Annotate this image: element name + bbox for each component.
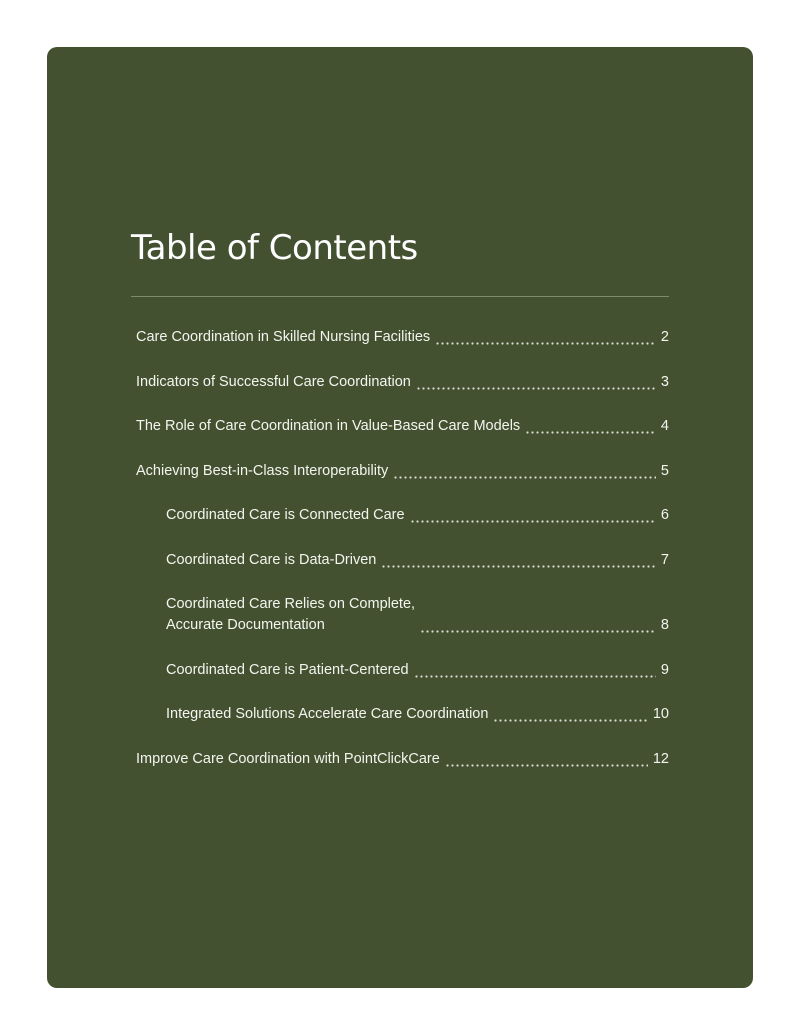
toc-subentry[interactable] xyxy=(136,505,669,526)
toc-entry-title: Coordinated Care is Patient-Centered xyxy=(166,661,409,678)
toc-entry-title: Improve Care Coordination with PointClickCare xyxy=(136,750,440,767)
toc-entry-title: Coordinated Care is Connected Care xyxy=(166,507,405,523)
toc-page-number: 6 xyxy=(660,507,669,523)
toc-entry-title: The Role of Care Coordination in Value-Based Care Models xyxy=(136,418,521,434)
dot-leader xyxy=(525,416,656,437)
toc-page-number: 8 xyxy=(660,617,669,633)
toc-page-number: 10 xyxy=(652,706,669,722)
title-divider xyxy=(131,296,669,297)
toc-subentry[interactable] xyxy=(136,704,669,725)
page-title: Table of Contents xyxy=(131,228,418,268)
toc-entry-title: Care Coordination in Skilled Nursing Facilities xyxy=(136,329,431,345)
dot-leader xyxy=(420,615,656,636)
toc-subentry[interactable] xyxy=(136,594,669,636)
dot-leader xyxy=(416,372,656,393)
dot-leader xyxy=(414,660,656,681)
toc-subentry[interactable] xyxy=(136,660,669,681)
dot-leader xyxy=(493,704,647,725)
toc-entry-title: Indicators of Successful Care Coordination xyxy=(136,373,411,390)
dot-leader xyxy=(381,550,656,571)
toc-entry-title: Achieving Best-in-Class Interoperability xyxy=(136,462,389,479)
toc-entry[interactable] xyxy=(136,461,669,482)
dot-leader xyxy=(445,749,648,770)
toc-entry[interactable] xyxy=(136,372,669,393)
toc-subentry[interactable] xyxy=(136,550,669,571)
toc-page-number: 7 xyxy=(660,551,669,568)
toc-entry[interactable] xyxy=(136,327,669,348)
toc-page-number: 4 xyxy=(660,418,669,434)
toc-page-number: 12 xyxy=(652,750,669,767)
toc-entry-title: Integrated Solutions Accelerate Care Coordination xyxy=(166,706,489,722)
dot-leader xyxy=(435,327,656,348)
toc-page-number: 3 xyxy=(660,373,669,390)
toc-panel xyxy=(47,47,753,988)
toc-entry-title: Coordinated Care Relies on Complete, Accurate Documentation xyxy=(166,596,416,633)
toc-entry[interactable] xyxy=(136,416,669,437)
toc-entry[interactable] xyxy=(136,749,669,770)
toc-page-number: 2 xyxy=(660,329,669,345)
toc-entry-title: Coordinated Care is Data-Driven xyxy=(166,551,377,568)
toc-list xyxy=(136,327,669,793)
toc-page-number: 5 xyxy=(660,462,669,479)
dot-leader xyxy=(410,505,656,526)
toc-page-number: 9 xyxy=(660,661,669,678)
dot-leader xyxy=(393,461,656,482)
